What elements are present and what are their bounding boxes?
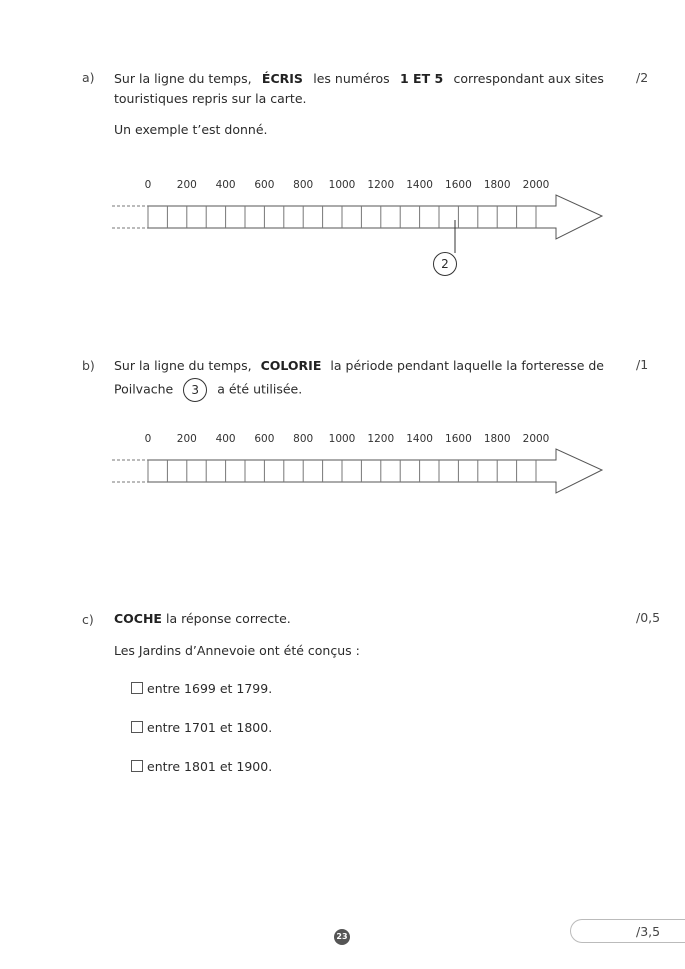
option-2-label: entre 1701 et 1800. [147, 720, 273, 735]
option-2-checkbox[interactable] [131, 721, 143, 733]
example-marker-2: 2 [433, 252, 457, 276]
qa-example: Un exemple t’est donné. [114, 122, 268, 137]
timeline-label-1600: 1600 [445, 179, 472, 191]
total-score-box [570, 919, 685, 943]
question-b-text [114, 356, 604, 402]
timeline-label-1800: 1800 [483, 433, 511, 445]
qc-coche: COCHE [114, 611, 162, 626]
timeline-label-2000: 2000 [522, 433, 550, 445]
qb-line2-post: a été utilisée. [217, 381, 303, 397]
qb-pre: Sur la ligne du temps, [114, 358, 252, 373]
question-c-text [114, 609, 291, 629]
option-3[interactable] [131, 757, 272, 777]
timeline-label-800: 800 [293, 179, 314, 191]
timeline-label-1200: 1200 [367, 433, 395, 445]
timeline-label-200: 200 [176, 433, 197, 445]
qb-line2-pre: Poilvache [114, 381, 174, 397]
qa-line2: touristiques repris sur la carte. [114, 91, 307, 106]
timeline-label-600: 600 [254, 179, 275, 191]
qc-points: /0,5 [636, 610, 661, 625]
option-1-label: entre 1699 et 1799. [147, 681, 273, 696]
option-1-checkbox[interactable] [131, 682, 143, 694]
question-c-letter: c) [82, 612, 94, 627]
page-number: 23 [334, 929, 350, 945]
question-a-text [114, 69, 604, 109]
qb-colorie: COLORIE [260, 358, 322, 373]
timeline-label-400: 400 [215, 433, 236, 445]
qa-ecris: ÉCRIS [261, 71, 303, 86]
qa-numbers: 1 ET 5 [399, 71, 444, 86]
total-score: /3,5 [636, 924, 661, 939]
timeline-label-800: 800 [293, 433, 314, 445]
timeline-label-200: 200 [176, 179, 197, 191]
timeline-label-1600: 1600 [445, 433, 472, 445]
question-a-letter: a) [82, 70, 95, 85]
qa-post: correspondant aux sites [453, 71, 604, 86]
timeline-a [0, 178, 685, 278]
qa-points: /2 [636, 70, 649, 85]
timeline-label-0: 0 [144, 179, 152, 191]
timeline-b[interactable] [0, 432, 685, 502]
option-3-label: entre 1801 et 1900. [147, 759, 273, 774]
timeline-label-1400: 1400 [406, 433, 433, 445]
timeline-label-1200: 1200 [367, 179, 395, 191]
timeline-b-arrow[interactable] [0, 432, 685, 502]
question-b-letter: b) [82, 358, 95, 373]
timeline-label-1000: 1000 [328, 433, 356, 445]
timeline-label-2000: 2000 [522, 179, 550, 191]
option-2[interactable] [131, 718, 272, 738]
timeline-label-600: 600 [254, 433, 275, 445]
qb-post: la période pendant laquelle la forteresse de [330, 358, 604, 373]
timeline-label-1800: 1800 [483, 179, 511, 191]
qc-instruction: la réponse correcte. [165, 611, 291, 626]
option-3-checkbox[interactable] [131, 760, 143, 772]
qa-pre: Sur la ligne du temps, [114, 71, 252, 86]
timeline-label-1000: 1000 [328, 179, 356, 191]
timeline-a-arrow [0, 178, 685, 278]
qb-points: /1 [636, 357, 649, 372]
option-1[interactable] [131, 679, 272, 699]
timeline-label-0: 0 [144, 433, 152, 445]
qa-mid: les numéros [313, 71, 390, 86]
qc-question: Les Jardins d’Annevoie ont été conçus : [114, 643, 360, 658]
poilvache-circle: 3 [183, 378, 207, 402]
timeline-label-1400: 1400 [406, 179, 433, 191]
timeline-label-400: 400 [215, 179, 236, 191]
